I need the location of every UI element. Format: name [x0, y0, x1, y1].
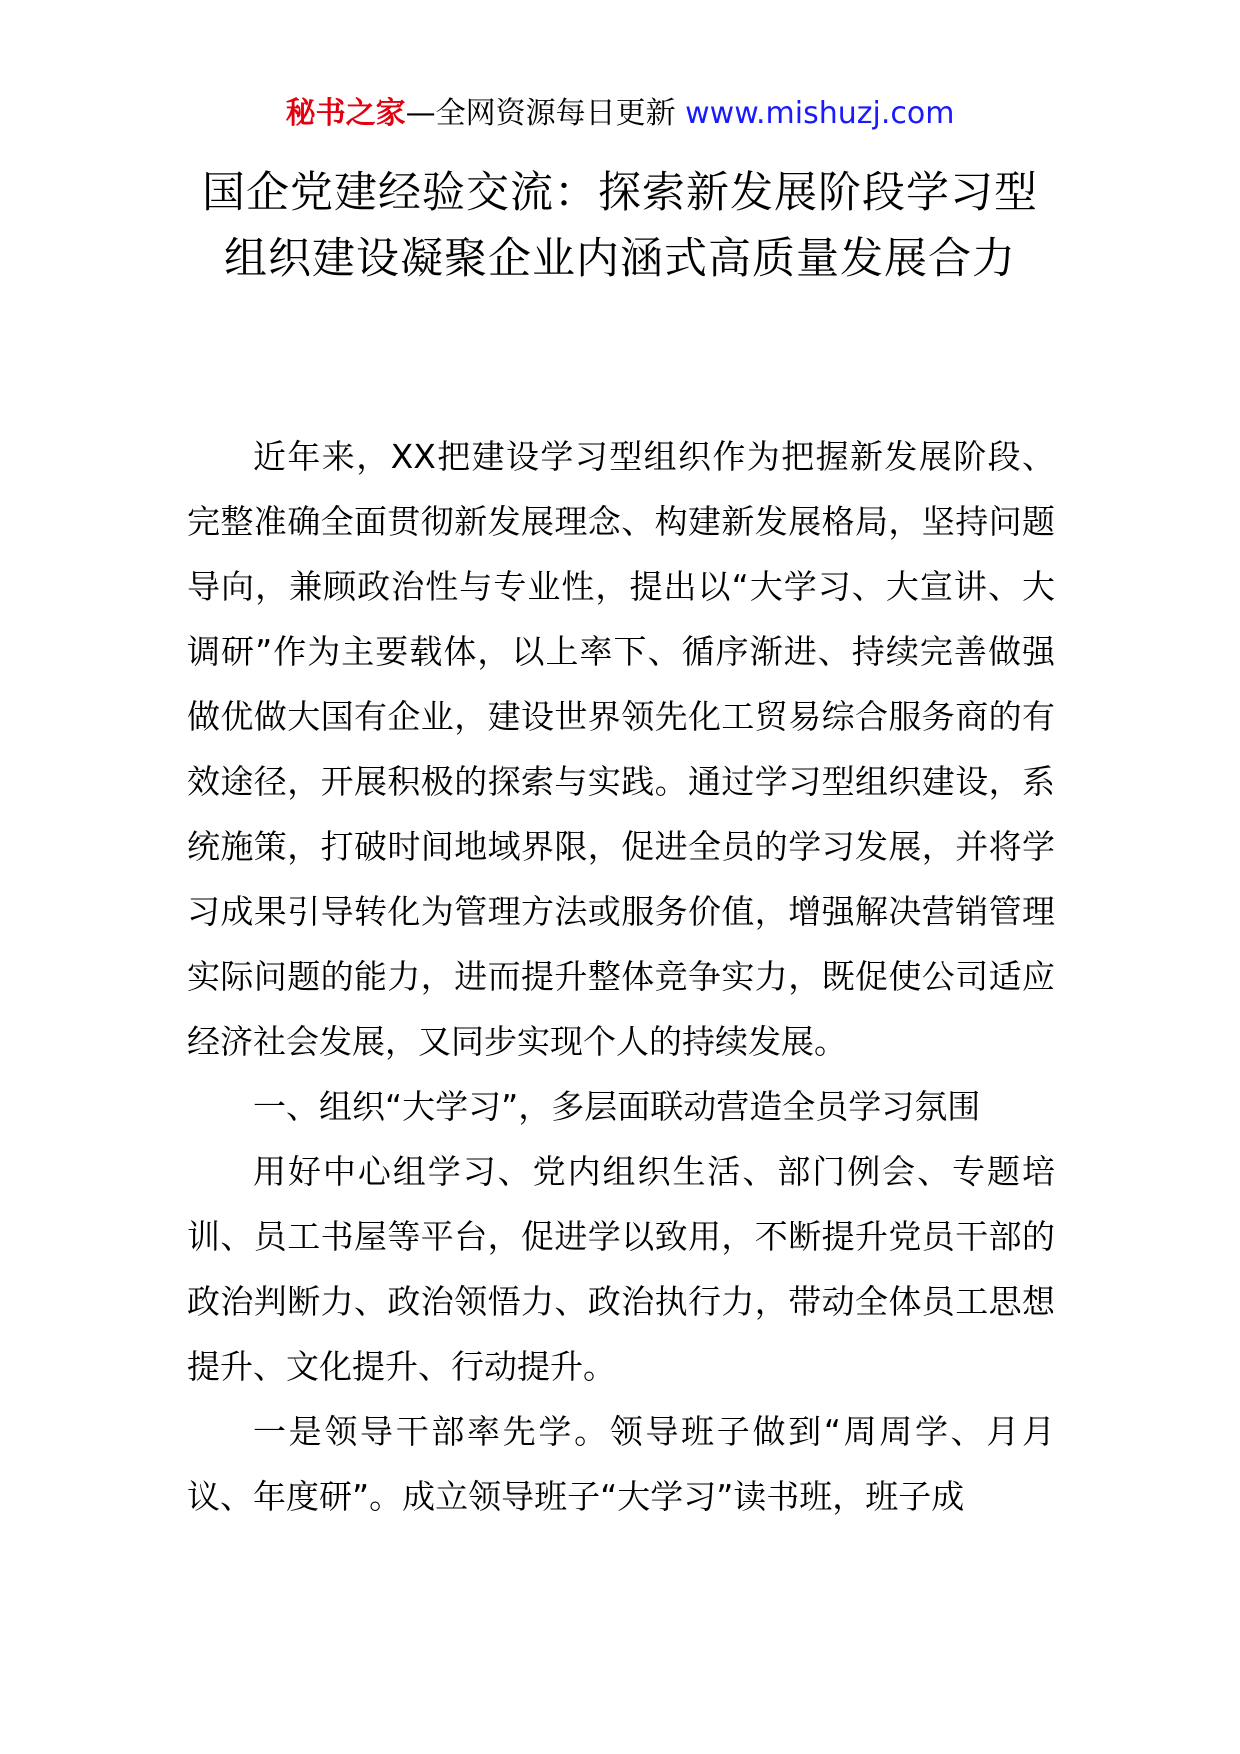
document-body [187, 424, 1055, 1529]
site-header [0, 94, 1240, 134]
document-title: 国企党建经验交流：探索新发展阶段学习型组织建设凝聚企业内涵式高质量发展合力 [202, 168, 1038, 284]
intro-paragraph: 近年来，XX把建设学习型组织作为把握新发展阶段、完整准确全面贯彻新发展理念、构建新发展格局，坚持问题导向，兼顾政治性与专业性，提出以“大学习、大宣讲、大调研”作为主要载体，以上率下、循序渐进、持续完善做强做优做大国有企业，建设世界领先化工贸易综合服务商的有效途径，开展积极的探索与实践。通过学习型组织建设，系统施策，打破时间地域界限，促进全员的学习发展，并将学习成果引导转化为管理方法或服务价值，增强解决营销管理实际问题的能力，进而提升整体竞争实力，既促使公司适应经济社会发展，又同步实现个人的持续发展。 [187, 437, 1055, 1061]
section-1-paragraph: 用好中心组学习、党内组织生活、部门例会、专题培训、员工书屋等平台，促进学以致用，不断提升党员干部的政治判断力、政治领悟力、政治执行力，带动全体员工思想提升、文化提升、行动提升。 [187, 1152, 1055, 1386]
header-tagline: —全网资源每日更新 [405, 96, 676, 131]
site-url-link[interactable]: www.mishuzj.com [685, 96, 955, 131]
section-heading-1: 一、组织“大学习”，多层面联动营造全员学习氛围 [253, 1087, 981, 1126]
brand-name: 秘书之家 [285, 96, 406, 131]
section-1-point-1: 一是领导干部率先学。领导班子做到“周周学、月月议、年度研”。成立领导班子“大学习”读书班，班子成 [187, 1412, 1055, 1516]
